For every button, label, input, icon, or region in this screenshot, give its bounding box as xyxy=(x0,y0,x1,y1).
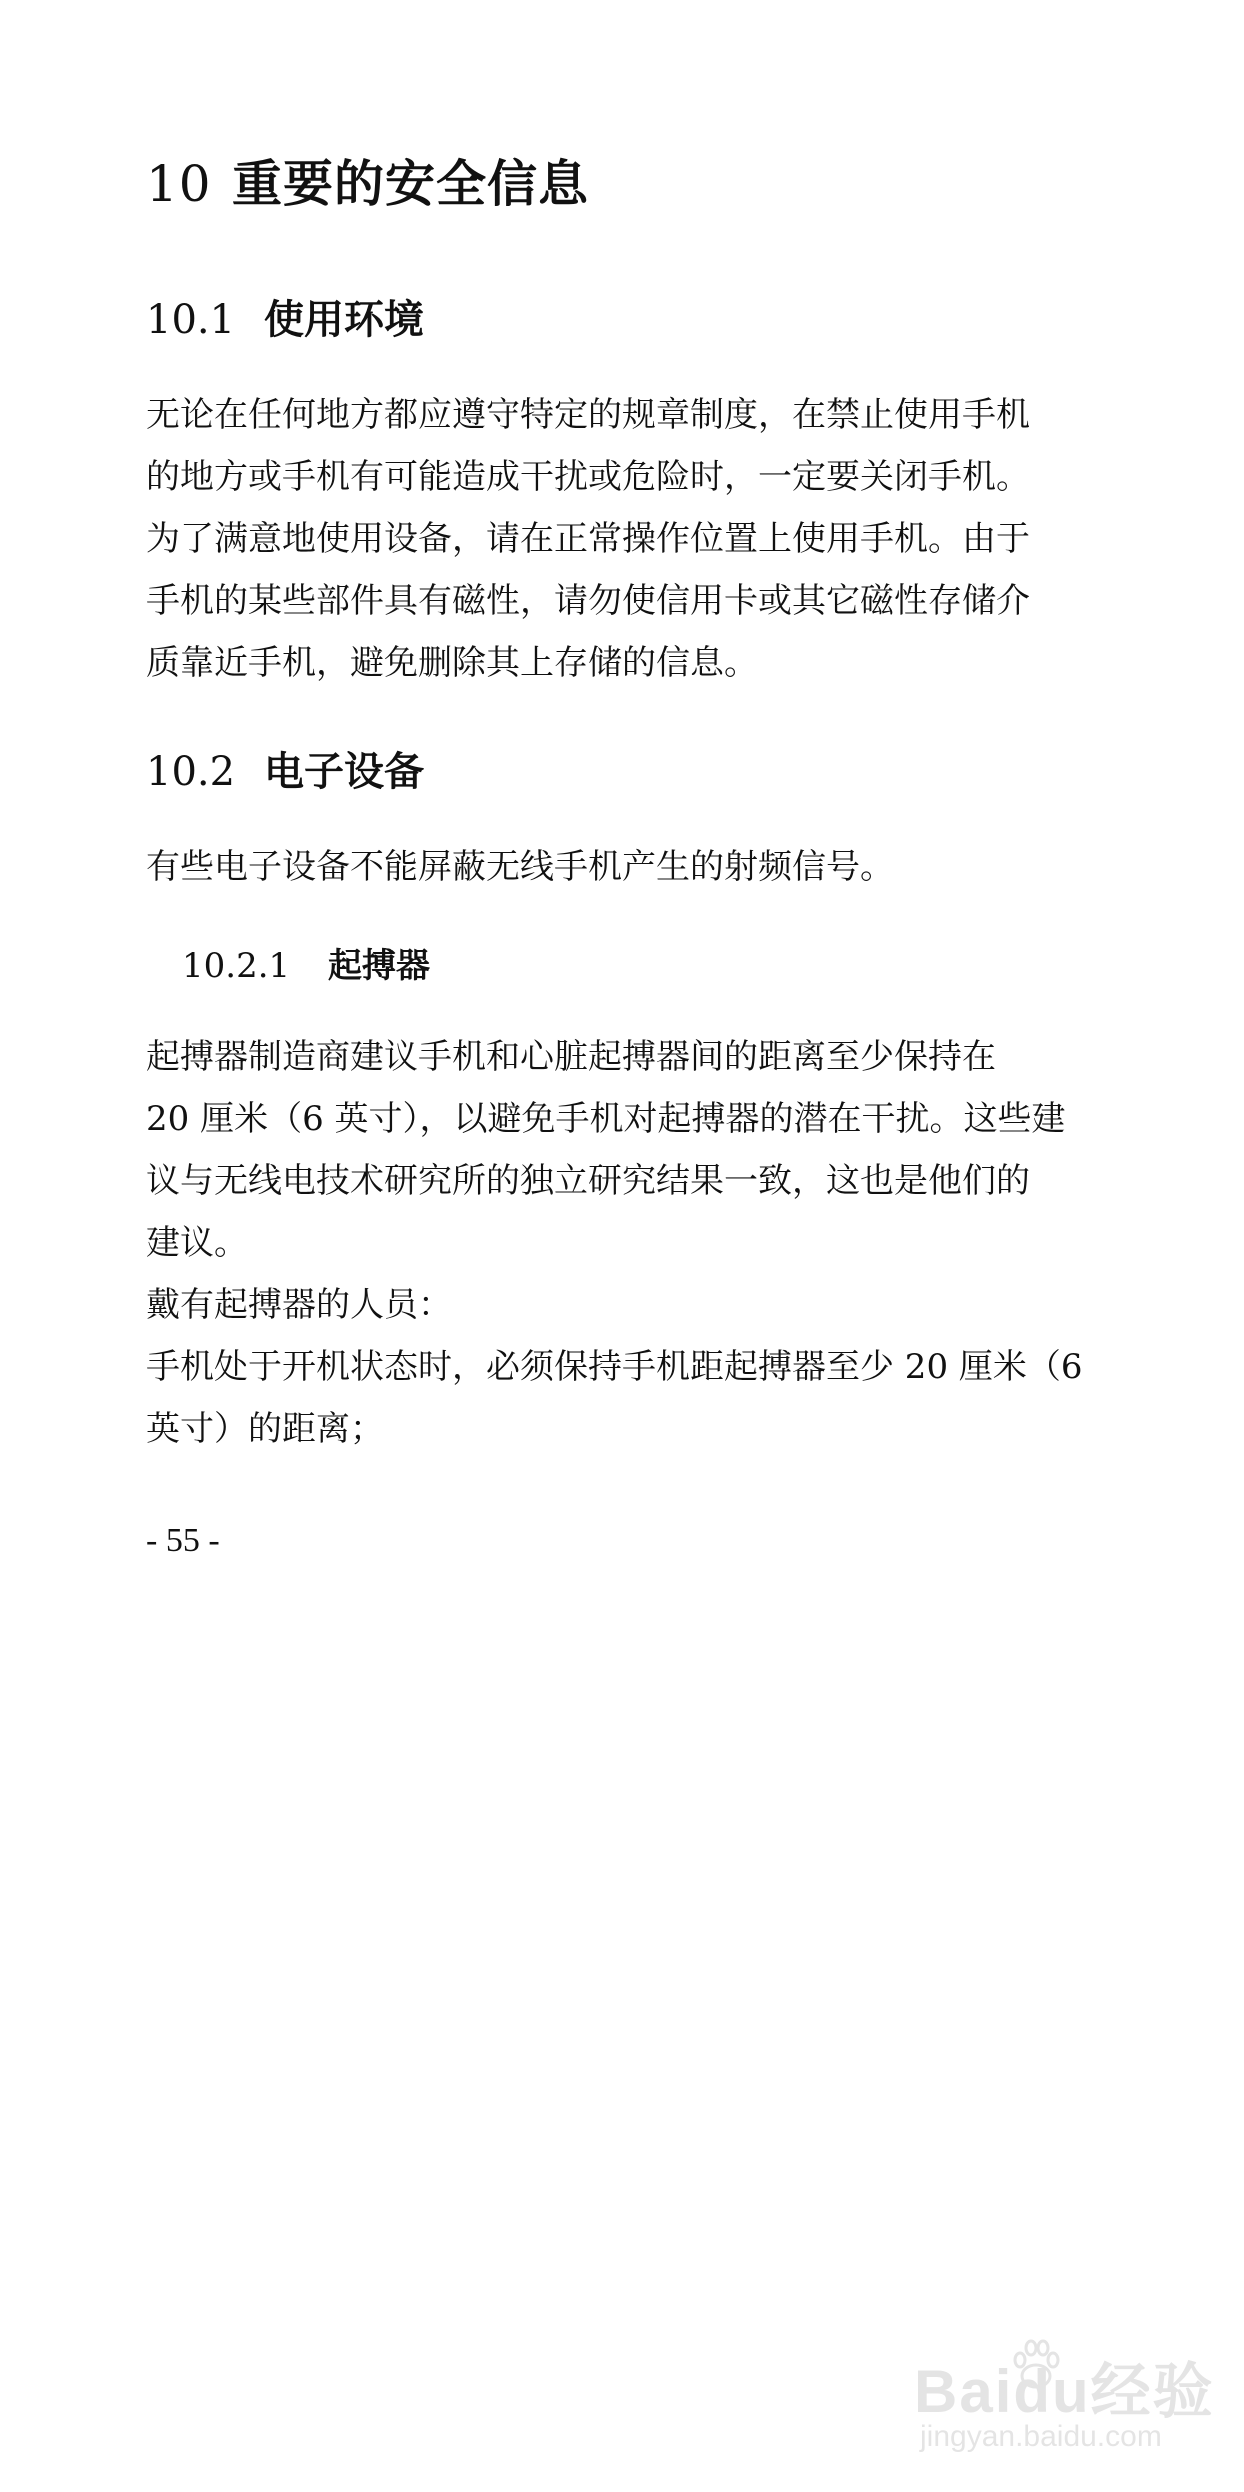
section-heading-10-1 xyxy=(146,288,424,345)
baidu-watermark xyxy=(914,2344,1214,2464)
paragraph-line: 质靠近手机，避免删除其上存储的信息。 xyxy=(146,643,758,683)
paragraph-line: 有些电子设备不能屏蔽无线手机产生的射频信号。 xyxy=(146,847,894,887)
subsection-10-2-1-paragraph xyxy=(146,1026,1106,1460)
paragraph-line: 20 厘米（6 英寸），以避免手机对起搏器的潜在干扰。这些建 xyxy=(146,1099,1066,1139)
section-10-1-paragraph xyxy=(146,384,1106,694)
watermark-url: jingyan.baidu.com xyxy=(920,2420,1162,2453)
section-number: 10.2 xyxy=(146,749,236,795)
paragraph-line: 戴有起搏器的人员： xyxy=(146,1285,452,1325)
paragraph-line: 英寸）的距离； xyxy=(146,1409,384,1449)
paw-icon xyxy=(1006,2336,1066,2396)
chapter-heading xyxy=(146,144,589,216)
section-number: 10.1 xyxy=(146,297,236,343)
watermark-brand: Baidu经验 xyxy=(914,2358,1215,2425)
paragraph-line: 为了满意地使用设备，请在正常操作位置上使用手机。由于 xyxy=(146,519,1030,559)
section-10-2-paragraph xyxy=(146,836,1106,898)
page-number: - 55 - xyxy=(146,1522,220,1559)
paragraph-line: 无论在任何地方都应遵守特定的规章制度，在禁止使用手机 xyxy=(146,395,1030,435)
section-title: 使用环境 xyxy=(264,296,424,343)
subsection-title: 起搏器 xyxy=(328,946,430,986)
paragraph-line: 起搏器制造商建议手机和心脏起搏器间的距离至少保持在 xyxy=(146,1037,996,1077)
section-heading-10-2 xyxy=(146,740,424,797)
chapter-title: 重要的安全信息 xyxy=(232,154,589,213)
chapter-number: 10 xyxy=(146,155,212,213)
subsection-heading-10-2-1 xyxy=(182,938,430,987)
paragraph-line: 建议。 xyxy=(146,1223,248,1263)
paragraph-line: 手机处于开机状态时，必须保持手机距起搏器至少 20 厘米（6 xyxy=(146,1347,1083,1387)
paragraph-line: 手机的某些部件具有磁性，请勿使信用卡或其它磁性存储介 xyxy=(146,581,1030,621)
paragraph-line: 的地方或手机有可能造成干扰或危险时，一定要关闭手机。 xyxy=(146,457,1030,497)
paragraph-line: 议与无线电技术研究所的独立研究结果一致，这也是他们的 xyxy=(146,1161,1030,1201)
section-title: 电子设备 xyxy=(264,748,424,795)
subsection-number: 10.2.1 xyxy=(182,946,291,986)
